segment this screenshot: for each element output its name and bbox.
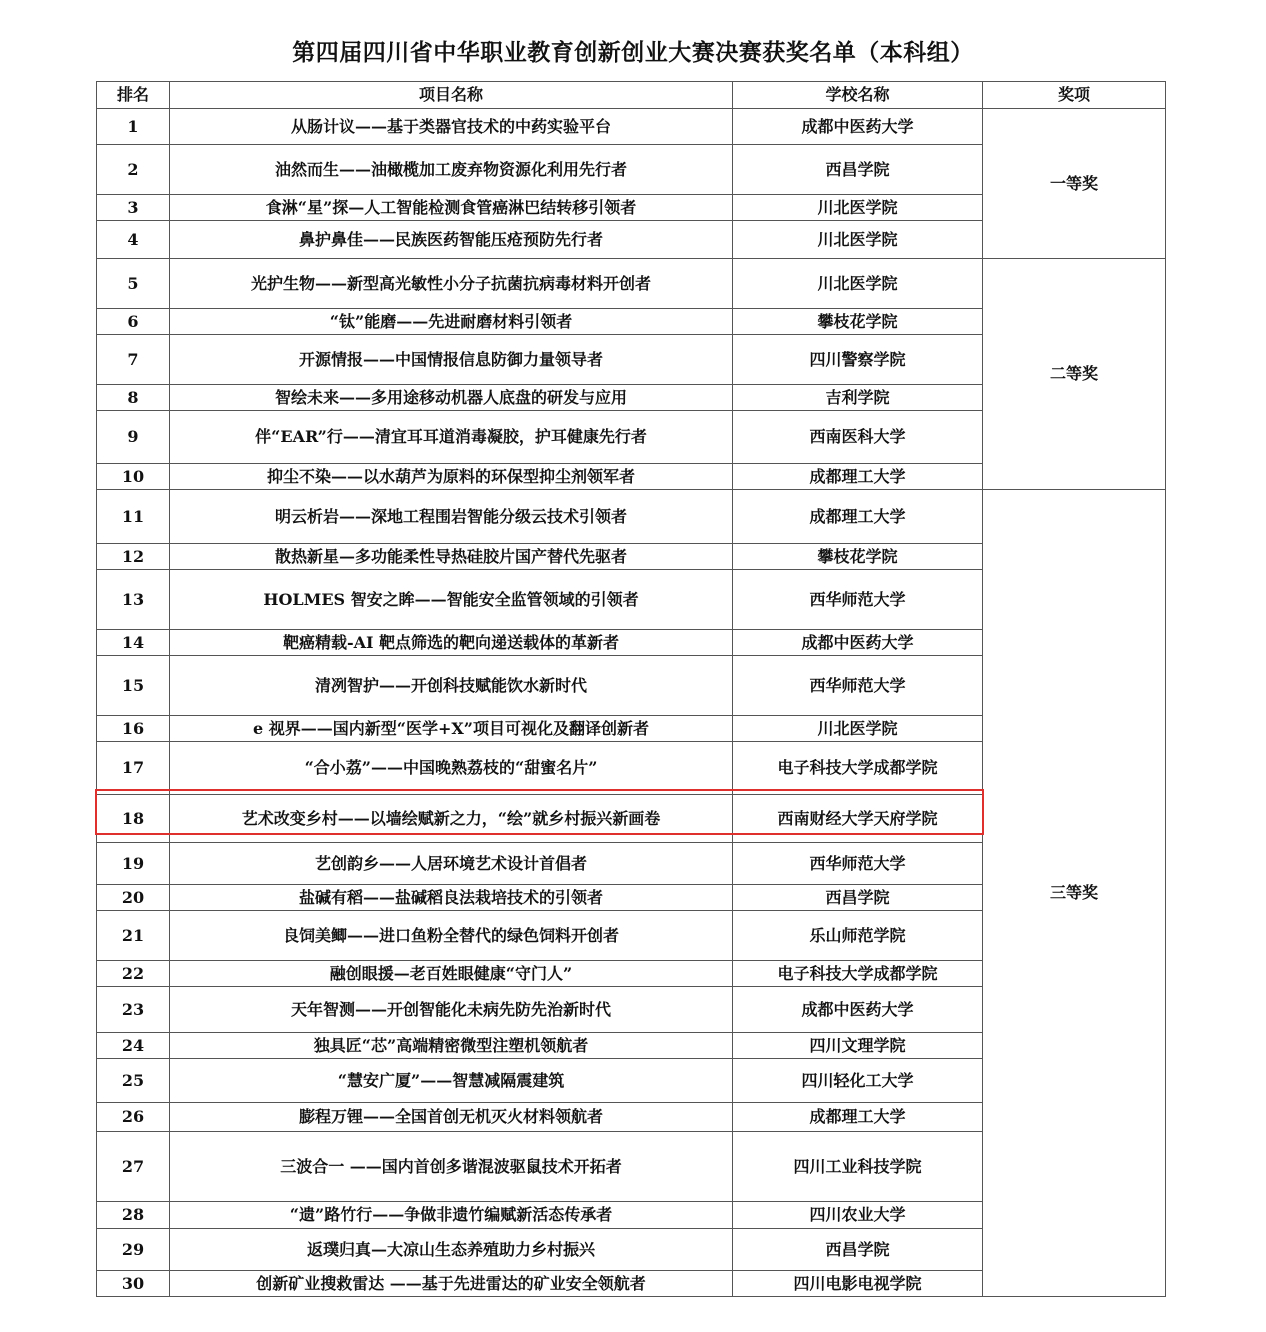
rank-cell: 5 [97, 259, 170, 309]
school-cell: 西南医科大学 [733, 411, 983, 464]
school-cell: 四川电影电视学院 [733, 1271, 983, 1297]
rank-cell: 27 [97, 1132, 170, 1202]
project-cell: 膨程万锂——全国首创无机灭火材料领航者 [170, 1103, 733, 1132]
awards-table [96, 81, 1166, 1297]
rank-cell: 24 [97, 1033, 170, 1059]
project-cell: 返璞归真—大凉山生态养殖助力乡村振兴 [170, 1229, 733, 1271]
school-cell: 川北医学院 [733, 716, 983, 742]
project-cell: 创新矿业搜救雷达 ——基于先进雷达的矿业安全领航者 [170, 1271, 733, 1297]
school-cell: 川北医学院 [733, 259, 983, 309]
rank-cell: 6 [97, 309, 170, 335]
project-cell: 独具匠“芯”高端精密微型注塑机领航者 [170, 1033, 733, 1059]
project-cell: 艺创韵乡——人居环境艺术设计首倡者 [170, 843, 733, 885]
rank-cell: 19 [97, 843, 170, 885]
rank-cell: 3 [97, 195, 170, 221]
rank-cell: 30 [97, 1271, 170, 1297]
project-cell: 光护生物——新型高光敏性小分子抗菌抗病毒材料开创者 [170, 259, 733, 309]
project-cell: 鼻护鼻佳——民族医药智能压疮预防先行者 [170, 221, 733, 259]
project-cell: 油然而生——油橄榄加工废弃物资源化利用先行者 [170, 145, 733, 195]
school-cell: 成都理工大学 [733, 490, 983, 544]
rank-cell: 18 [97, 795, 170, 843]
school-cell: 西华师范大学 [733, 570, 983, 630]
school-cell: 西昌学院 [733, 1229, 983, 1271]
project-cell: 抑尘不染——以水葫芦为原料的环保型抑尘剂领军者 [170, 464, 733, 490]
school-cell: 乐山师范学院 [733, 911, 983, 961]
table-body [97, 109, 1166, 1297]
project-cell: e 视界——国内新型“医学+X”项目可视化及翻译创新者 [170, 716, 733, 742]
rank-cell: 22 [97, 961, 170, 987]
school-cell: 川北医学院 [733, 195, 983, 221]
school-cell: 成都理工大学 [733, 1103, 983, 1132]
school-cell: 西昌学院 [733, 145, 983, 195]
project-cell: 散热新星—多功能柔性导热硅胶片国产替代先驱者 [170, 544, 733, 570]
rank-cell: 25 [97, 1059, 170, 1103]
rank-cell: 7 [97, 335, 170, 385]
rank-cell: 21 [97, 911, 170, 961]
school-cell: 西南财经大学天府学院 [733, 795, 983, 843]
project-cell: 靶癌精载-AI 靶点筛选的靶向递送载体的革新者 [170, 630, 733, 656]
rank-cell: 13 [97, 570, 170, 630]
rank-cell: 12 [97, 544, 170, 570]
rank-cell: 11 [97, 490, 170, 544]
school-cell: 四川轻化工大学 [733, 1059, 983, 1103]
rank-cell: 17 [97, 742, 170, 795]
project-cell: 开源情报——中国情报信息防御力量领导者 [170, 335, 733, 385]
page-title: 第四届四川省中华职业教育创新创业大赛决赛获奖名单（本科组） [292, 39, 974, 66]
project-cell: “遗”路竹行——争做非遗竹编赋新活态传承者 [170, 1202, 733, 1229]
project-cell: 伴“EAR”行——清宜耳耳道消毒凝胶，护耳健康先行者 [170, 411, 733, 464]
school-cell: 吉利学院 [733, 385, 983, 411]
header-rank: 排名 [97, 82, 170, 109]
rank-cell: 26 [97, 1103, 170, 1132]
school-cell: 四川工业科技学院 [733, 1132, 983, 1202]
award-cell: 二等奖 [983, 259, 1166, 490]
project-cell: HOLMES 智安之眸——智能安全监管领域的引领者 [170, 570, 733, 630]
header-award: 奖项 [983, 82, 1166, 109]
school-cell: 四川文理学院 [733, 1033, 983, 1059]
rank-cell: 23 [97, 987, 170, 1033]
rank-cell: 16 [97, 716, 170, 742]
rank-cell: 28 [97, 1202, 170, 1229]
table-row [97, 259, 1166, 309]
project-cell: 艺术改变乡村——以墙绘赋新之力，“绘”就乡村振兴新画卷 [170, 795, 733, 843]
school-cell: 西华师范大学 [733, 656, 983, 716]
award-cell: 一等奖 [983, 109, 1166, 259]
school-cell: 川北医学院 [733, 221, 983, 259]
project-cell: “合小荔”——中国晚熟荔枝的“甜蜜名片” [170, 742, 733, 795]
project-cell: 食淋“星”探—人工智能检测食管癌淋巴结转移引领者 [170, 195, 733, 221]
school-cell: 攀枝花学院 [733, 544, 983, 570]
project-cell: 天年智测——开创智能化未病先防先治新时代 [170, 987, 733, 1033]
project-cell: 从肠计议——基于类器官技术的中药实验平台 [170, 109, 733, 145]
rank-cell: 29 [97, 1229, 170, 1271]
header-project: 项目名称 [170, 82, 733, 109]
table-row [97, 490, 1166, 544]
school-cell: 四川警察学院 [733, 335, 983, 385]
rank-cell: 10 [97, 464, 170, 490]
school-cell: 电子科技大学成都学院 [733, 961, 983, 987]
project-cell: 融创眼援—老百姓眼健康“守门人” [170, 961, 733, 987]
school-cell: 成都中医药大学 [733, 630, 983, 656]
project-cell: 明云析岩——深地工程围岩智能分级云技术引领者 [170, 490, 733, 544]
table-row [97, 109, 1166, 145]
school-cell: 西昌学院 [733, 885, 983, 911]
rank-cell: 15 [97, 656, 170, 716]
school-cell: 四川农业大学 [733, 1202, 983, 1229]
rank-cell: 9 [97, 411, 170, 464]
rank-cell: 8 [97, 385, 170, 411]
rank-cell: 2 [97, 145, 170, 195]
project-cell: 智绘未来——多用途移动机器人底盘的研发与应用 [170, 385, 733, 411]
school-cell: 成都中医药大学 [733, 987, 983, 1033]
rank-cell: 20 [97, 885, 170, 911]
header-school: 学校名称 [733, 82, 983, 109]
school-cell: 攀枝花学院 [733, 309, 983, 335]
project-cell: 三波合一 ——国内首创多谐混波驱鼠技术开拓者 [170, 1132, 733, 1202]
rank-cell: 1 [97, 109, 170, 145]
school-cell: 西华师范大学 [733, 843, 983, 885]
project-cell: 盐碱有稻——盐碱稻良法栽培技术的引领者 [170, 885, 733, 911]
school-cell: 成都中医药大学 [733, 109, 983, 145]
rank-cell: 14 [97, 630, 170, 656]
project-cell: 清冽智护——开创科技赋能饮水新时代 [170, 656, 733, 716]
school-cell: 电子科技大学成都学院 [733, 742, 983, 795]
table-header-row [97, 82, 1166, 109]
rank-cell: 4 [97, 221, 170, 259]
award-cell: 三等奖 [983, 490, 1166, 1297]
project-cell: 良饲美鲫——进口鱼粉全替代的绿色饲料开创者 [170, 911, 733, 961]
school-cell: 成都理工大学 [733, 464, 983, 490]
project-cell: “慧安广厦”——智慧减隔震建筑 [170, 1059, 733, 1103]
project-cell: “钛”能磨——先进耐磨材料引领者 [170, 309, 733, 335]
